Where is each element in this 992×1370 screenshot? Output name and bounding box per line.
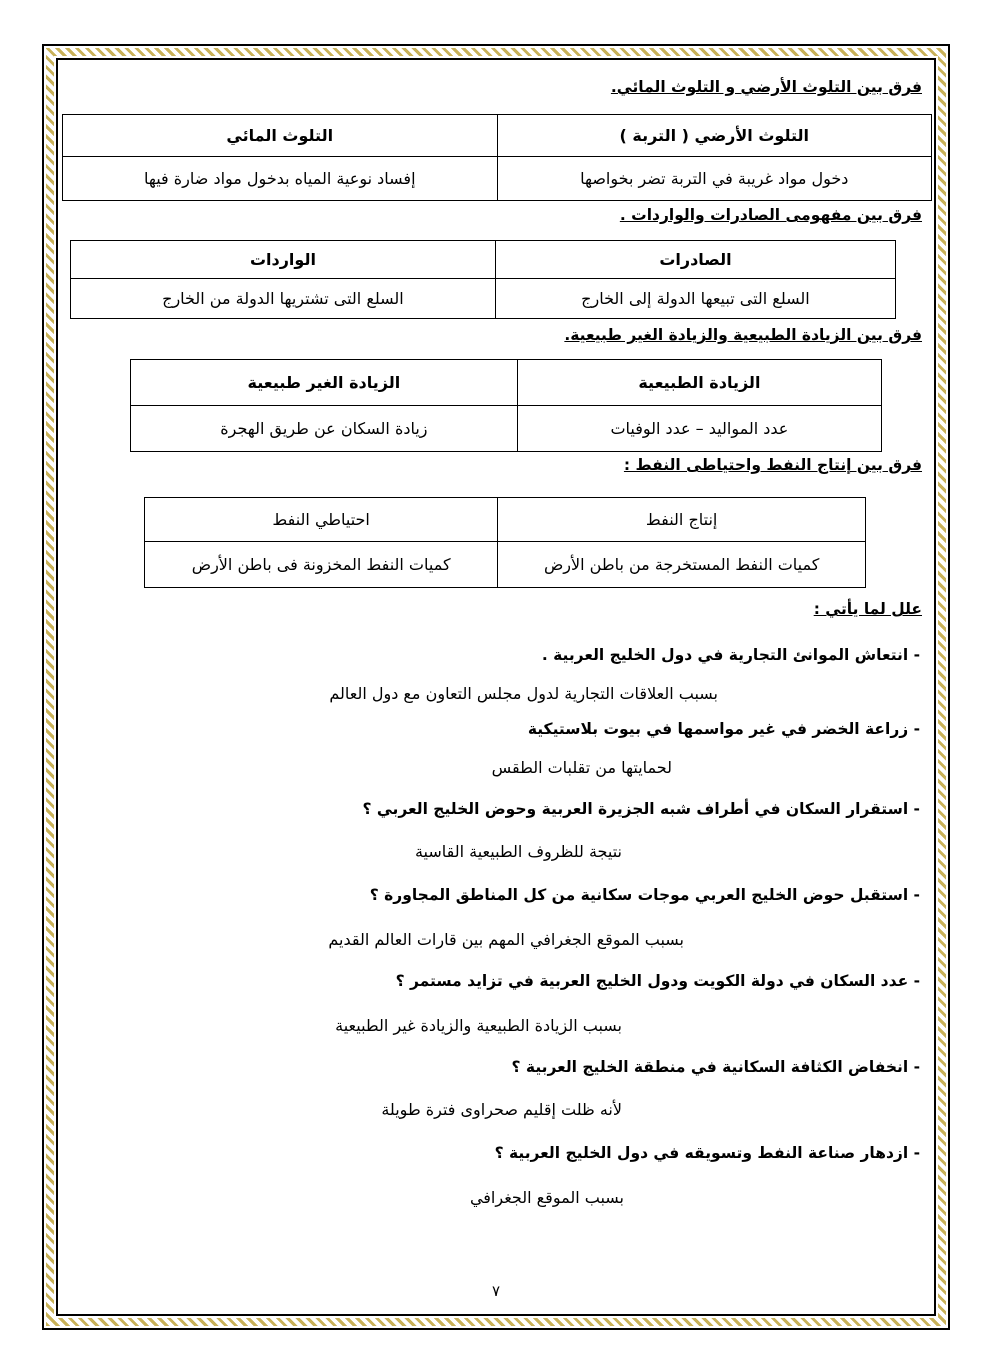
answer-2: لحمايتها من تقلبات الطقس bbox=[491, 758, 672, 777]
answer-5: بسبب الزيادة الطبيعية والزيادة غير الطبيعية bbox=[335, 1016, 622, 1035]
question-6: - انخفاض الكثافة السكانية في منطقة الخليج العربية ؟ bbox=[511, 1058, 920, 1076]
question-4: - استقبل حوض الخليج العربي موجات سكانية من كل المناطق المجاورة ؟ bbox=[369, 886, 920, 904]
cell-unnatural-increase: زيادة السكان عن طريق الهجرة bbox=[131, 406, 518, 452]
header-oil-reserve: احتياطي النفط bbox=[145, 498, 498, 542]
heading-oil: فرق بين إنتاج النفط واحتياطى النفط : bbox=[623, 456, 922, 474]
table-oil bbox=[144, 497, 866, 588]
answer-7: بسبب الموقع الجغرافي bbox=[469, 1188, 624, 1207]
cell-water-pollution: إفساد نوعية المياه بدخول مواد ضارة فيها bbox=[63, 157, 498, 201]
answer-3: نتيجة للظروف الطبيعية القاسية bbox=[414, 842, 622, 861]
table-pollution bbox=[62, 114, 932, 201]
header-oil-production: إنتاج النفط bbox=[498, 498, 866, 542]
cell-oil-production: كميات النفط المستخرجة من باطن الأرض bbox=[498, 542, 866, 588]
cell-oil-reserve: كميات النفط المخزونة فى باطن الأرض bbox=[145, 542, 498, 588]
cell-exports: السلع التى تبيعها الدولة إلى الخارج bbox=[495, 279, 895, 319]
heading-reasons: علل لما يأتي : bbox=[813, 600, 922, 618]
header-water-pollution: التلوث المائي bbox=[63, 115, 498, 157]
worksheet bbox=[60, 60, 932, 1310]
question-7: - ازدهار صناعة النفط وتسويقه في دول الخليج العربية ؟ bbox=[494, 1144, 920, 1162]
heading-population-increase: فرق بين الزيادة الطبيعية والزيادة الغير طبيعية. bbox=[564, 326, 922, 344]
answer-4: بسبب الموقع الجغرافي المهم بين قارات العالم القديم bbox=[328, 930, 684, 949]
header-soil-pollution: التلوث الأرضي ( التربة ) bbox=[497, 115, 932, 157]
table-trade bbox=[70, 240, 896, 319]
question-1: - انتعاش الموانئ التجارية في دول الخليج العربية . bbox=[541, 646, 920, 664]
answer-6: لأنه ظلت إقليم صحراوى فترة طويلة bbox=[381, 1100, 622, 1119]
header-exports: الصادرات bbox=[495, 241, 895, 279]
answer-1: بسبب العلاقات التجارية لدول مجلس التعاون مع دول العالم bbox=[329, 684, 718, 703]
heading-trade: فرق بين مفهومى الصادرات والواردات . bbox=[619, 206, 922, 224]
cell-imports: السلع التى تشتريها الدولة من الخارج bbox=[71, 279, 496, 319]
question-3: - استقرار السكان في أطراف شبه الجزيرة العربية وحوض الخليج العربي ؟ bbox=[362, 800, 920, 818]
table-population-increase bbox=[130, 359, 882, 452]
cell-natural-increase: عدد المواليد – عدد الوفيات bbox=[517, 406, 881, 452]
header-unnatural-increase: الزيادة الغير طبيعية bbox=[131, 360, 518, 406]
header-imports: الواردات bbox=[71, 241, 496, 279]
question-2: - زراعة الخضر في غير مواسمها في بيوت بلاستيكية bbox=[527, 720, 920, 738]
cell-soil-pollution: دخول مواد غريبة في التربة تضر بخواصها bbox=[497, 157, 932, 201]
question-5: - عدد السكان في دولة الكويت ودول الخليج العربية في تزايد مستمر ؟ bbox=[395, 972, 920, 990]
header-natural-increase: الزيادة الطبيعية bbox=[517, 360, 881, 406]
heading-pollution: فرق بين التلوث الأرضي و التلوث المائي. bbox=[610, 78, 922, 96]
page-number: ٧ bbox=[491, 1282, 501, 1300]
